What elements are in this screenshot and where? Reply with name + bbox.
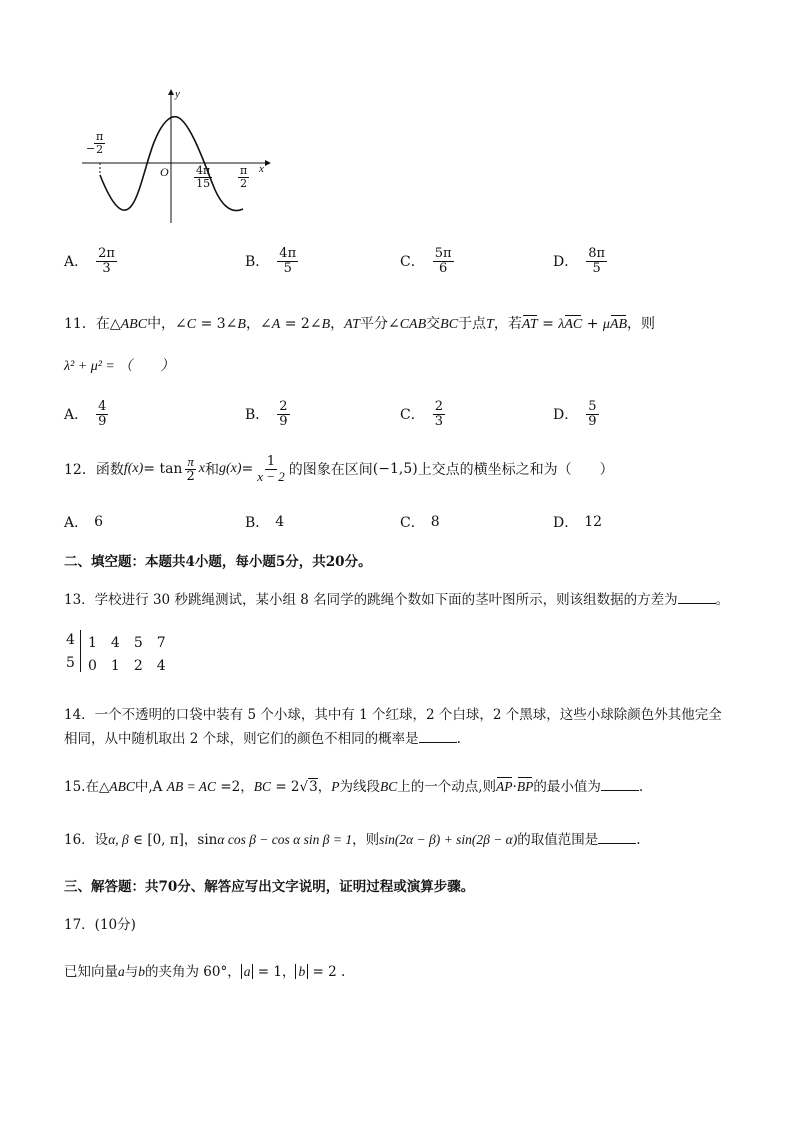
vector-ab: AB	[609, 317, 628, 332]
y-axis-arrow	[168, 89, 174, 95]
stem-leaf-divider	[80, 630, 81, 672]
abs-a: a	[241, 964, 254, 979]
stem-4: 4	[66, 632, 75, 648]
vector-at: AT	[521, 317, 538, 332]
q15-answer-blank[interactable]	[601, 778, 639, 791]
q11-line1: 11．在△ABC中，∠C = 3∠B，∠A = 2∠B，AT平分∠CAB交BC于点T，若AT = λAC + μAB，则	[64, 316, 656, 332]
q13-answer-blank[interactable]	[678, 591, 716, 604]
section2-heading: 二、填空题：本题共4小题，每小题5分，共20分。	[64, 554, 372, 570]
q11-option-b[interactable]: B． $\frac{2}{9}$	[245, 399, 288, 429]
abs-b: b	[295, 964, 308, 979]
origin-label: O	[160, 165, 169, 179]
x-axis-arrow	[265, 160, 271, 166]
q12-option-b[interactable]: B． 4	[245, 514, 285, 531]
q14-line2: 相同，从中随机取出 2 个球，则它们的颜色不相同的概率是 .	[64, 731, 461, 747]
q10-option-b[interactable]: B． $\frac{4\pi}{5}$	[245, 246, 297, 276]
q14-answer-blank[interactable]	[419, 730, 457, 743]
q16-line: 16．设α, β ∈ [0, π]，sinα cos β − cos α sin β = 1，则sin(2α − β) + sin(2β − α)的取值范围是 .	[64, 832, 641, 848]
q11-option-c[interactable]: C． $\frac{2}{3}$	[400, 399, 443, 429]
section3-heading: 三、解答题：共70分、解答应写出文字说明，证明过程或演算步骤。	[64, 879, 475, 895]
q15-line: 15.在△ABC中,A AB = AC =2，BC = 2√3，P为线段BC上的一个动点,则AP·BP的最小值为 .	[64, 779, 644, 795]
q11-option-d[interactable]: D． $\frac{5}{9}$	[553, 399, 597, 429]
four-pi-fifteen-label: $\frac{4\pi}{15}$	[196, 164, 211, 190]
q10-option-d[interactable]: D． $\frac{8\pi}{5}$	[553, 246, 606, 276]
pi-half-label: $\frac{\pi}{2}$	[240, 164, 248, 190]
q13-text: 13．学校进行 30 秒跳绳测试，某小组 8 名同学的跳绳个数如下面的茎叶图所示，则该组数据的方差为 。	[64, 592, 730, 608]
q12-option-d[interactable]: D． 12	[553, 514, 603, 531]
q11-option-a[interactable]: A． $\frac{4}{9}$	[64, 399, 107, 429]
q16-answer-blank[interactable]	[598, 831, 636, 844]
q12-option-c[interactable]: C． 8	[400, 514, 440, 531]
stem-5: 5	[66, 655, 75, 671]
q17-text: 已知向量a与b的夹角为 60°， a = 1， b = 2 .	[64, 964, 346, 980]
sine-graph	[60, 85, 280, 230]
q12-option-a[interactable]: A． 6	[64, 514, 104, 531]
q17-heading: 17．(10分)	[64, 917, 136, 933]
vector-ac: AC	[564, 317, 583, 332]
q10-option-c[interactable]: C． $\frac{5\pi}{6}$	[400, 246, 452, 276]
q10-option-a[interactable]: A． $\frac{2\pi}{3}$	[64, 246, 115, 276]
vector-ap: AP	[496, 779, 513, 794]
q12-line: 12． 函数 f(x) = tan $\frac{\pi}{2}$ x 和 g(x) = $\frac{1}{x - 2}$ 的图象在区间 (−1,5) 上交点的横坐标之和为（ ）	[64, 454, 614, 484]
q14-line1: 14．一个不透明的口袋中装有 5 个小球，其中有 1 个红球，2 个白球，2 个黑球，这些小球除颜色外其他完全	[64, 707, 722, 723]
neg-pi-half-label: $\frac{\pi}{2}$	[96, 130, 104, 156]
leaves-4: 1 4 5 7	[88, 635, 166, 651]
leaves-5: 0 1 2 4	[88, 658, 166, 674]
vector-bp: BP	[516, 779, 534, 794]
y-label: y	[175, 88, 180, 100]
sqrt-symbol: √	[299, 779, 309, 795]
x-label: x	[259, 163, 264, 175]
q11-line2: λ² + μ² = （ ）	[64, 359, 175, 374]
neg-sign: −	[86, 142, 96, 155]
